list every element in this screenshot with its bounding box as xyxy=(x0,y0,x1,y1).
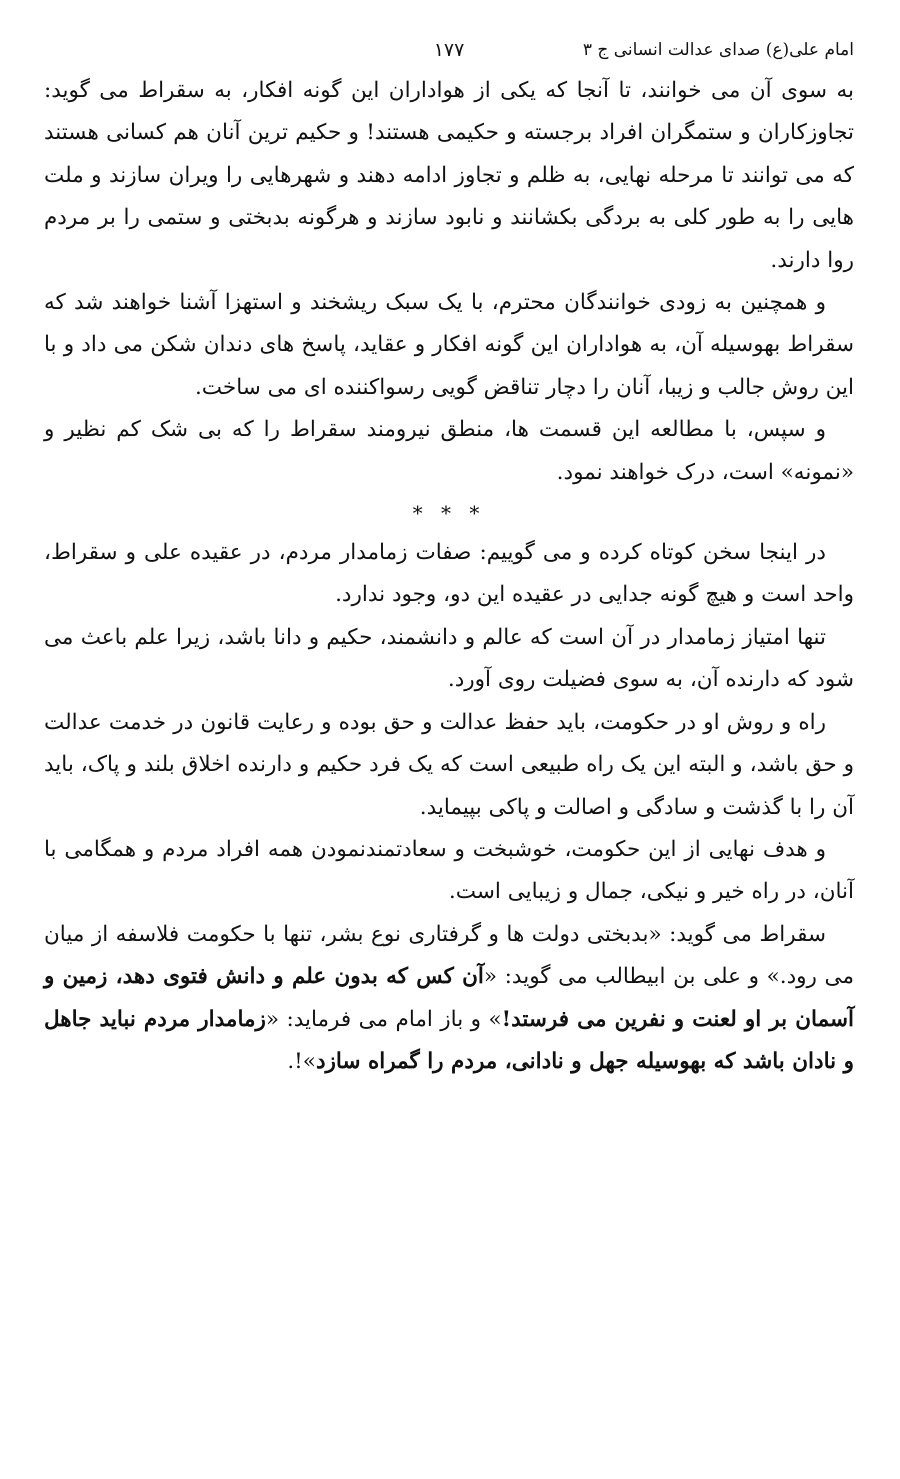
paragraph: تنها امتیاز زمامدار در آن است که عالم و دانشمند، حکیم و دانا باشد، زیرا علم باعث می شود که دارنده آن، به سوی فضیلت روی آورد. xyxy=(44,624,854,693)
bold-quote: زمامدار مردم نباید جاهل و نادان باشد که بهوسیله جهل و نادانی، مردم را گمراه سازد xyxy=(44,1006,854,1074)
paragraph: به سوی آن می خوانند، تا آنجا که یکی از هواداران این گونه افکار، به سقراط می گوید: تجاوزکاران و ستمگران افراد برجسته و حکیمی هستند! و حکیم ترین آنان هم کسانی هستند که می توانند تا مرحله نهایی، به ظلم و تجاوز ادامه دهند و شهرهایی را ویران سازند و ملت هایی را به طور کلی به بردگی بکشانند و نابود سازند و هرگونه بدبختی و ستمی را بر مردم روا دارند. xyxy=(44,78,854,273)
body-text xyxy=(44,70,854,1083)
paragraph: در اینجا سخن کوتاه کرده و می گوییم: صفات زمامدار مردم، در عقیده علی و سقراط، واحد است و هیچ گونه جدایی در عقیده این دو، وجود ندارد. xyxy=(44,540,854,608)
page-number: ۱۷۷ xyxy=(433,39,465,61)
section-separator: * * * xyxy=(412,501,486,526)
document-page xyxy=(44,30,854,1083)
paragraph: و هدف نهایی از این حکومت، خوشبخت و سعادتمندنمودن همه افراد مردم و همگامی با آنان، در راه خیر و نیکی، جمال و زیبایی است. xyxy=(44,836,854,905)
paragraph: و سپس، با مطالعه این قسمت ها، منطق نیرومند سقراط را که بی شک کم نظیر و «نمونه» است، درک خواهند نمود. xyxy=(44,417,854,485)
paragraph: و همچنین به زودی خوانندگان محترم، با یک سبک ریشخند و استهزا آشنا خواهند شد که سقراط بهوسیله آن، به هواداران این گونه افکار و عقاید، پاسخ های دندان شکن می داد و با این روش جالب و زیبا، آنان را دچار تناقض گویی رسواکننده ای می ساخت. xyxy=(44,290,854,400)
quote-text: سقراط می گوید: «بدبختی دولت ها و گرفتاری نوع بشر، تنها با حکومت فلاسفه از میان می رود.» و علی بن ابیطالب می گوید: « xyxy=(44,921,854,990)
quote-text: » و باز امام می فرماید: « xyxy=(265,1006,502,1032)
bold-quote: آن کس که بدون علم و دانش فتوی دهد، زمین و آسمان بر او لعنت و نفرین می فرستد! xyxy=(44,964,854,1032)
paragraph: راه و روش او در حکومت، باید حفظ عدالت و حق بوده و رعایت قانون در خدمت عدالت و حق باشد، و البته این یک راه طبیعی است که یک فرد حکیم و دارنده اخلاق بلند و پاک، باید آن را با گذشت و سادگی و اصالت و پاکی بپیماید. xyxy=(44,709,854,820)
quote-text: »!. xyxy=(287,1048,316,1074)
book-title: امام علی(ع) صدای عدالت انسانی ج ۳ xyxy=(582,40,854,60)
quote-paragraph xyxy=(44,914,854,1084)
page-header xyxy=(44,30,854,70)
